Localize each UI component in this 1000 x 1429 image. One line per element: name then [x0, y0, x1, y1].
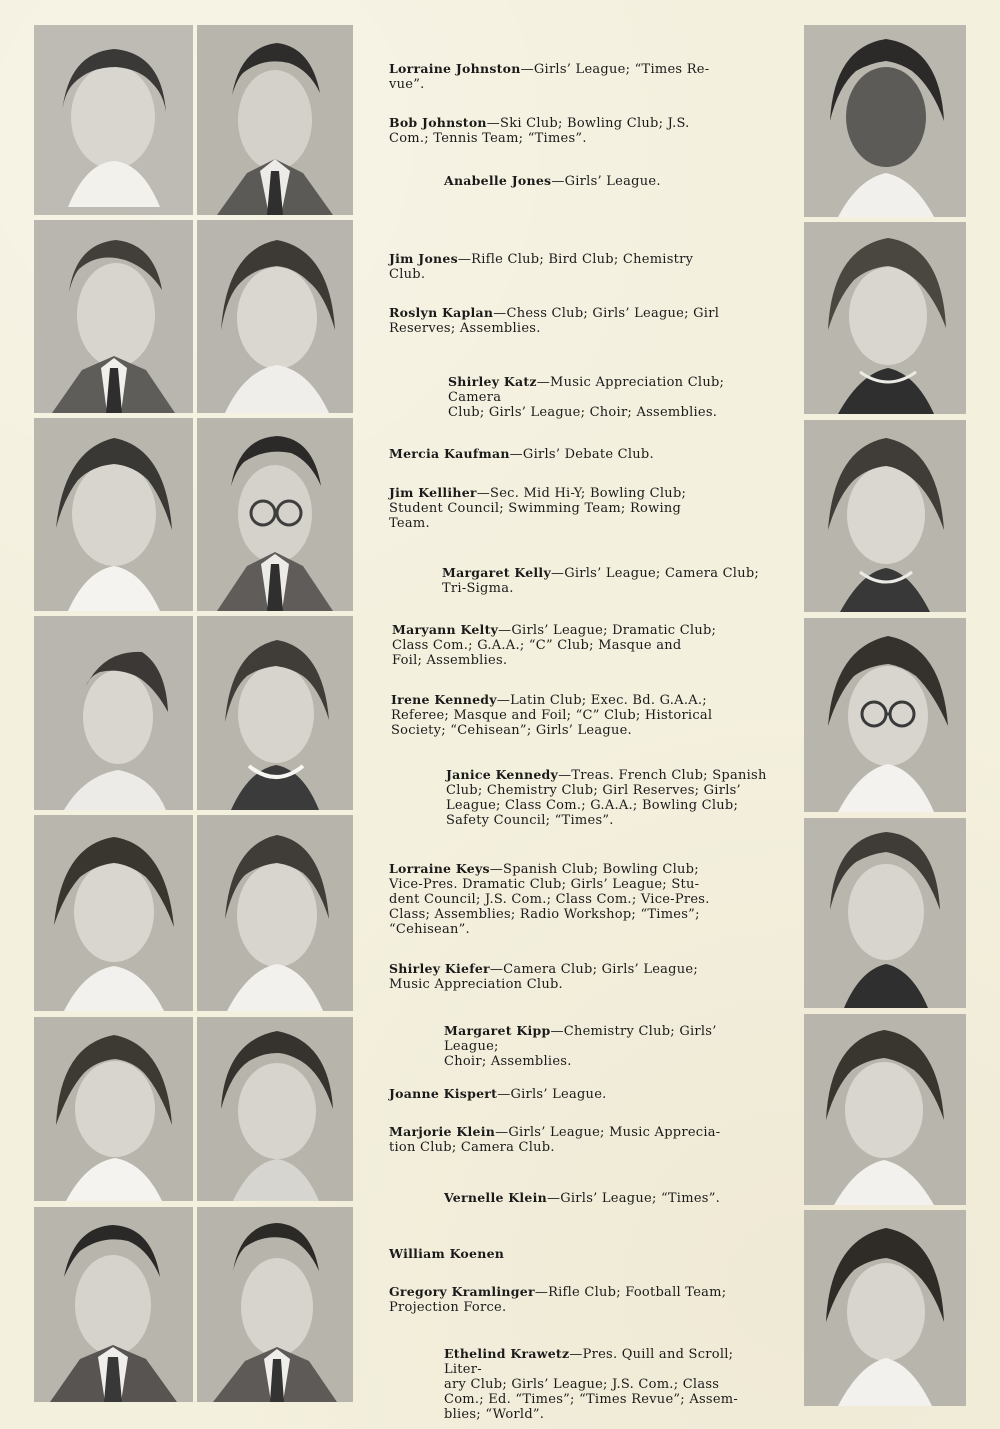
portrait-photo	[197, 220, 353, 413]
student-entry	[389, 846, 739, 937]
student-entry	[446, 752, 776, 828]
student-name: Vernelle Klein	[444, 1190, 547, 1205]
student-entry	[444, 1331, 774, 1422]
student-activities: —Girls’ League.	[497, 1087, 607, 1102]
student-entry	[392, 607, 742, 668]
student-activities: —Treas. French Club; Spanish Club; Chemistry Club; Girl Reserves; Girls’ League; Class Com.; G.A.A.; Bowling Club; Safety Council; “Times”.	[446, 768, 767, 828]
student-entry	[444, 158, 744, 189]
student-name: Margaret Kipp	[444, 1023, 551, 1038]
student-entry	[389, 290, 739, 336]
portrait-photo	[804, 222, 966, 414]
student-activities: —Girls’ League; “Times Re- vue”.	[389, 62, 710, 92]
student-name: Jim Kelliher	[389, 485, 477, 500]
student-activities: —Girls’ League; “Times”.	[546, 1191, 720, 1206]
student-name: Gregory Kramlinger	[389, 1284, 535, 1299]
student-name: Anabelle Jones	[444, 173, 552, 188]
student-name: Shirley Katz	[448, 374, 537, 389]
student-entry	[389, 1269, 739, 1315]
student-entry	[444, 1175, 774, 1206]
student-activities: —Girls’ League.	[551, 174, 661, 189]
portrait-photo	[804, 25, 966, 217]
student-name: Marjorie Klein	[389, 1124, 496, 1139]
student-activities: —Sec. Mid Hi-Y; Bowling Club; Student Council; Swimming Team; Rowing Team.	[389, 486, 687, 531]
student-name: Ethelind Krawetz	[444, 1346, 570, 1361]
student-name: Shirley Kiefer	[389, 961, 490, 976]
student-activities: —Ski Club; Bowling Club; J.S. Com.; Tennis Team; “Times”.	[389, 116, 690, 146]
student-name: Lorraine Keys	[389, 861, 490, 876]
portrait-photo	[34, 418, 193, 611]
student-entry	[389, 470, 739, 531]
portrait-photo	[804, 618, 966, 812]
student-entry	[389, 100, 739, 146]
student-entry	[389, 946, 739, 992]
student-entry	[389, 46, 739, 92]
student-entry	[391, 677, 741, 738]
student-activities: —Chess Club; Girls’ League; Girl Reserves; Assemblies.	[389, 306, 720, 336]
student-entry	[389, 236, 739, 282]
student-entry	[448, 359, 778, 420]
portrait-photo	[34, 1017, 193, 1201]
portrait-photo	[197, 815, 353, 1011]
student-name: Roslyn Kaplan	[389, 305, 494, 320]
student-name: Bob Johnston	[389, 115, 487, 130]
student-activities: —Chemistry Club; Girls’ League; Choir; Assemblies.	[444, 1024, 717, 1069]
student-entry	[442, 550, 777, 596]
student-entry	[389, 1231, 739, 1262]
student-name: Joanne Kispert	[389, 1086, 498, 1101]
student-activities: —Pres. Quill and Scroll; Liter- ary Club; Girls’ League; J.S. Com.; Class Com.; Ed. “Times”; “Times Revue”; Assem- blies; “World”.	[444, 1347, 739, 1422]
student-activities: —Girls’ League; Music Apprecia- tion Club; Camera Club.	[389, 1125, 721, 1155]
portrait-photo	[34, 815, 193, 1011]
student-activities: —Girls’ League; Camera Club; Tri-Sigma.	[442, 566, 760, 596]
portrait-photo	[197, 1017, 353, 1201]
student-activities: —Rifle Club; Bird Club; Chemistry Club.	[389, 252, 694, 282]
student-activities: —Girls’ Debate Club.	[509, 447, 654, 462]
student-name: Jim Jones	[389, 251, 458, 266]
portrait-photo	[197, 25, 353, 215]
portrait-photo	[804, 420, 966, 612]
student-name: Margaret Kelly	[442, 565, 551, 580]
student-name: Irene Kennedy	[391, 692, 497, 707]
student-activities: —Music Appreciation Club; Camera Club; Girls’ League; Choir; Assemblies.	[448, 375, 725, 420]
student-activities: —Latin Club; Exec. Bd. G.A.A.; Referee; Masque and Foil; “C” Club; Historical Society; “Cehisean”; Girls’ League.	[391, 693, 713, 738]
portrait-photo	[197, 1207, 353, 1402]
portrait-photo	[197, 616, 353, 810]
student-entry	[389, 1109, 739, 1155]
student-activities: —Spanish Club; Bowling Club; Vice-Pres. Dramatic Club; Girls’ League; Stu- dent Council; J.S. Com.; Class Com.; Vice-Pres. Class; Assemblies; Radio Workshop; “Times”; “Cehisean”.	[389, 862, 710, 937]
portrait-photo	[804, 1014, 966, 1205]
portrait-photo	[197, 418, 353, 611]
portrait-photo	[804, 818, 966, 1008]
student-activities: —Girls’ League; Dramatic Club; Class Com.; G.A.A.; “C” Club; Masque and Foil; Assemblies.	[392, 623, 717, 668]
student-entry	[444, 1008, 774, 1069]
student-name: Janice Kennedy	[446, 767, 559, 782]
student-name: Lorraine Johnston	[389, 61, 521, 76]
student-entry	[389, 431, 739, 462]
portrait-photo	[34, 616, 193, 810]
student-activities: —Rifle Club; Football Team; Projection Force.	[389, 1285, 727, 1315]
portrait-photo	[34, 220, 193, 413]
student-activities: —Camera Club; Girls’ League; Music Appreciation Club.	[389, 962, 698, 992]
portrait-photo	[34, 25, 193, 215]
portrait-photo	[804, 1210, 966, 1406]
student-name: William Koenen	[389, 1246, 505, 1261]
portrait-photo	[34, 1207, 193, 1402]
student-name: Mercia Kaufman	[389, 446, 510, 461]
student-entry	[389, 1071, 739, 1102]
student-name: Maryann Kelty	[392, 622, 499, 637]
